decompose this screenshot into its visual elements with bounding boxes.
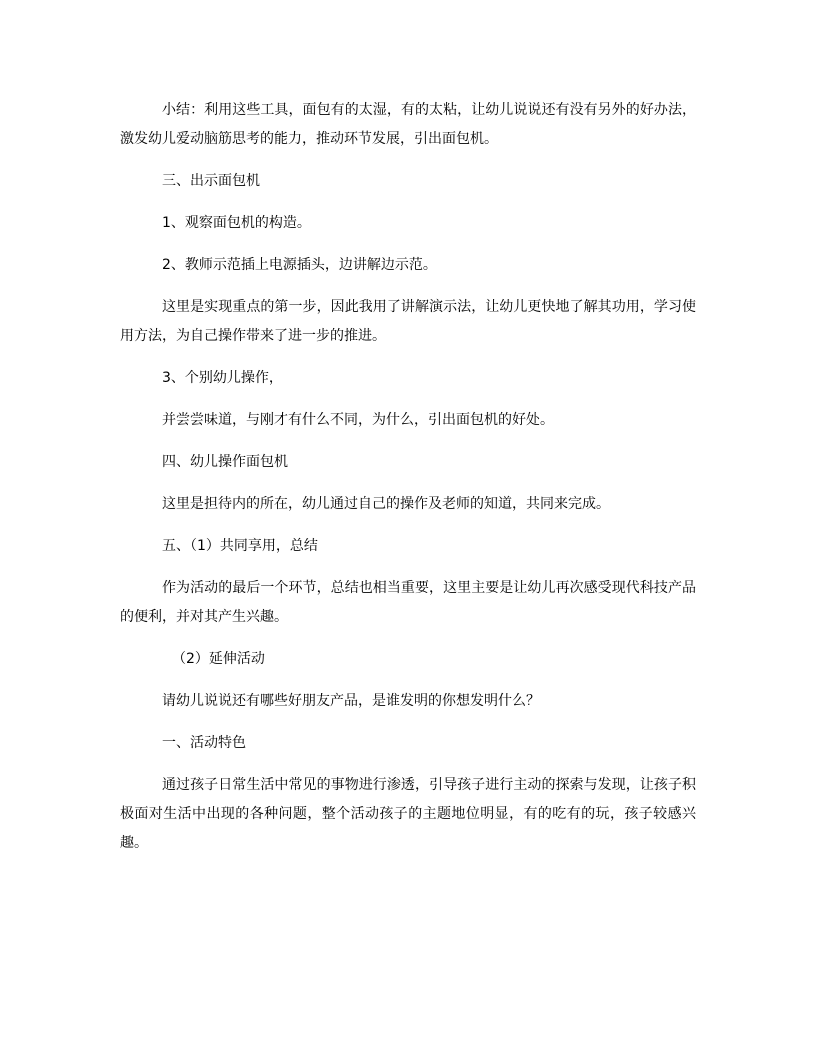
step-individual-operation: 3、个别幼儿操作， (162, 370, 283, 386)
operation-explanation-paragraph: 这里是担待内的所在，幼儿通过自己的操作及老师的知道，共同来完成。 (162, 496, 610, 512)
section-heading-share-summary: 五、（1）共同享用，总结 (162, 538, 318, 554)
taste-paragraph: 并尝尝味道，与刚才有什么不同，为什么，引出面包机的好处。 (162, 412, 554, 428)
summary-explanation-paragraph: 作为活动的最后一个环节，总结也相当重要，这里主要是让幼儿再次感受现代科技产品的便利，并对其产生兴趣。 (120, 580, 696, 625)
section-heading-child-operation: 四、幼儿操作面包机 (162, 454, 288, 470)
extension-question-paragraph: 请幼儿说说还有哪些好朋友产品，是谁发明的你想发明什么？ (162, 693, 540, 709)
summary-paragraph: 小结：利用这些工具，面包有的太湿，有的太粘，让幼儿说说还有没有另外的好办法，激发幼儿爱动脑筋思考的能力，推动环节发展，引出面包机。 (120, 102, 696, 147)
features-paragraph: 通过孩子日常生活中常见的事物进行渗透，引导孩子进行主动的探索与发现，让孩子积极面对生活中出现的各种问题，整个活动孩子的主题地位明显，有的吃有的玩，孩子较感兴趣。 (120, 777, 696, 851)
demo-explanation-paragraph: 这里是实现重点的第一步，因此我用了讲解演示法，让幼儿更快地了解其功用，学习使用方法，为自己操作带来了进一步的推进。 (120, 299, 696, 344)
step-teacher-demo: 2、教师示范插上电源插头，边讲解边示范。 (162, 257, 437, 273)
subheading-extension-activity: （2）延伸活动 (172, 651, 265, 667)
step-observe-structure: 1、观察面包机的构造。 (162, 215, 311, 231)
section-heading-activity-features: 一、活动特色 (162, 735, 246, 751)
section-heading-show-bread-machine: 三、出示面包机 (162, 173, 260, 189)
document-body (120, 96, 696, 871)
